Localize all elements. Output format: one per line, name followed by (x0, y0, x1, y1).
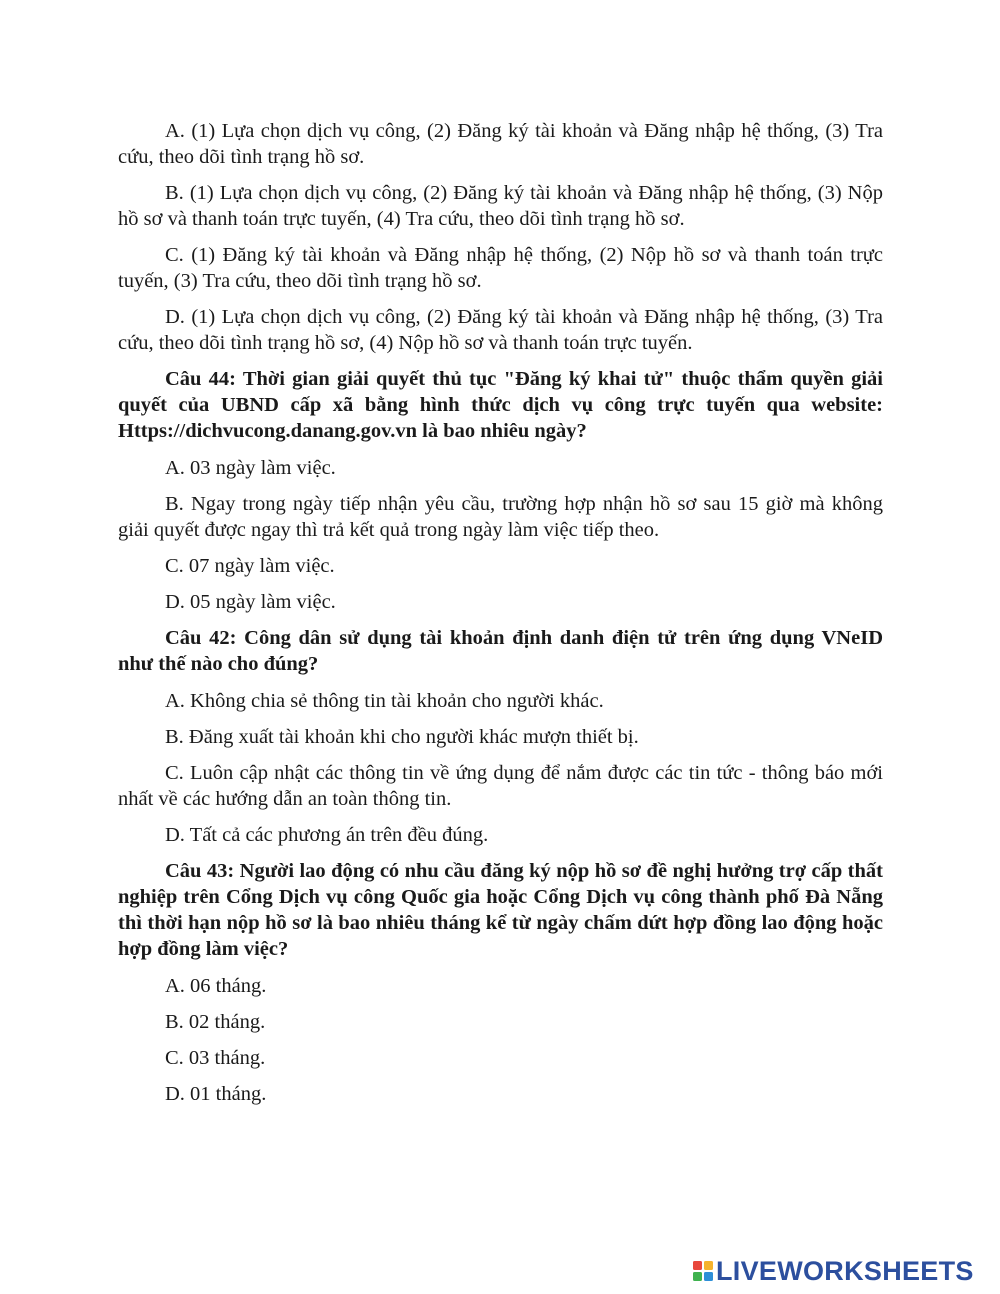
question-42: Câu 42: Công dân sử dụng tài khoản định danh điện tử trên ứng dụng VNeID như thế nào cho đúng? (118, 627, 883, 675)
answer-option-b: B. (1) Lựa chọn dịch vụ công, (2) Đăng ký tài khoản và Đăng nhập hệ thống, (3) Nộp hồ sơ và thanh toán trực tuyến, (4) Tra cứu, theo dõi tình trạng hồ sơ. (118, 182, 883, 230)
answer-option-c: C. 07 ngày làm việc. (165, 555, 335, 577)
question-43: Câu 43: Người lao động có nhu cầu đăng ký nộp hồ sơ đề nghị hưởng trợ cấp thất nghiệp trên Cổng Dịch vụ công Quốc gia hoặc Cổng Dịch vụ công thành phố Đà Nẵng thì thời hạn nộp hồ sơ là bao nhiêu tháng kể từ ngày chấm dứt hợp đồng lao động hoặc hợp đồng làm việc? (118, 860, 883, 960)
answer-option-c: C. Luôn cập nhật các thông tin về ứng dụng để nắm được các tin tức - thông báo mới nhất về các hướng dẫn an toàn thông tin. (118, 762, 883, 810)
answer-option-c: C. 03 tháng. (165, 1047, 266, 1069)
liveworksheets-brand-text: LIVEWORKSHEETS (716, 1256, 974, 1286)
worksheet-page (118, 118, 883, 1117)
liveworksheets-logo-icon (693, 1261, 713, 1281)
answer-option-b: B. 02 tháng. (165, 1011, 266, 1033)
answer-option-a: A. Không chia sẻ thông tin tài khoản cho người khác. (165, 690, 604, 712)
answer-option-b: B. Ngay trong ngày tiếp nhận yêu cầu, trường hợp nhận hồ sơ sau 15 giờ mà không giải quyết được ngay thì trả kết quả trong ngày làm việc tiếp theo. (118, 493, 883, 541)
liveworksheets-logo (693, 1256, 993, 1286)
answer-option-d: D. Tất cả các phương án trên đều đúng. (165, 824, 489, 846)
question-44: Câu 44: Thời gian giải quyết thủ tục "Đăng ký khai tử" thuộc thẩm quyền giải quyết của UBND cấp xã bằng hình thức dịch vụ công trực tuyến qua website: Https://dichvucong.danang.gov.vn là bao nhiêu ngày? (118, 368, 883, 442)
answer-option-a: A. 03 ngày làm việc. (165, 457, 336, 479)
answer-option-d: D. (1) Lựa chọn dịch vụ công, (2) Đăng ký tài khoản và Đăng nhập hệ thống, (3) Tra cứu, theo dõi tình trạng hồ sơ, (4) Nộp hồ sơ và thanh toán trực tuyến. (118, 306, 883, 354)
answer-option-b: B. Đăng xuất tài khoản khi cho người khác mượn thiết bị. (165, 726, 639, 748)
answer-option-c: C. (1) Đăng ký tài khoản và Đăng nhập hệ thống, (2) Nộp hồ sơ và thanh toán trực tuyến, (3) Tra cứu, theo dõi tình trạng hồ sơ. (118, 244, 883, 292)
answer-option-a: A. 06 tháng. (165, 975, 267, 997)
answer-option-d: D. 01 tháng. (165, 1083, 267, 1105)
answer-option-d: D. 05 ngày làm việc. (165, 591, 336, 613)
answer-option-a: A. (1) Lựa chọn dịch vụ công, (2) Đăng ký tài khoản và Đăng nhập hệ thống, (3) Tra cứu, theo dõi tình trạng hồ sơ. (118, 120, 883, 168)
